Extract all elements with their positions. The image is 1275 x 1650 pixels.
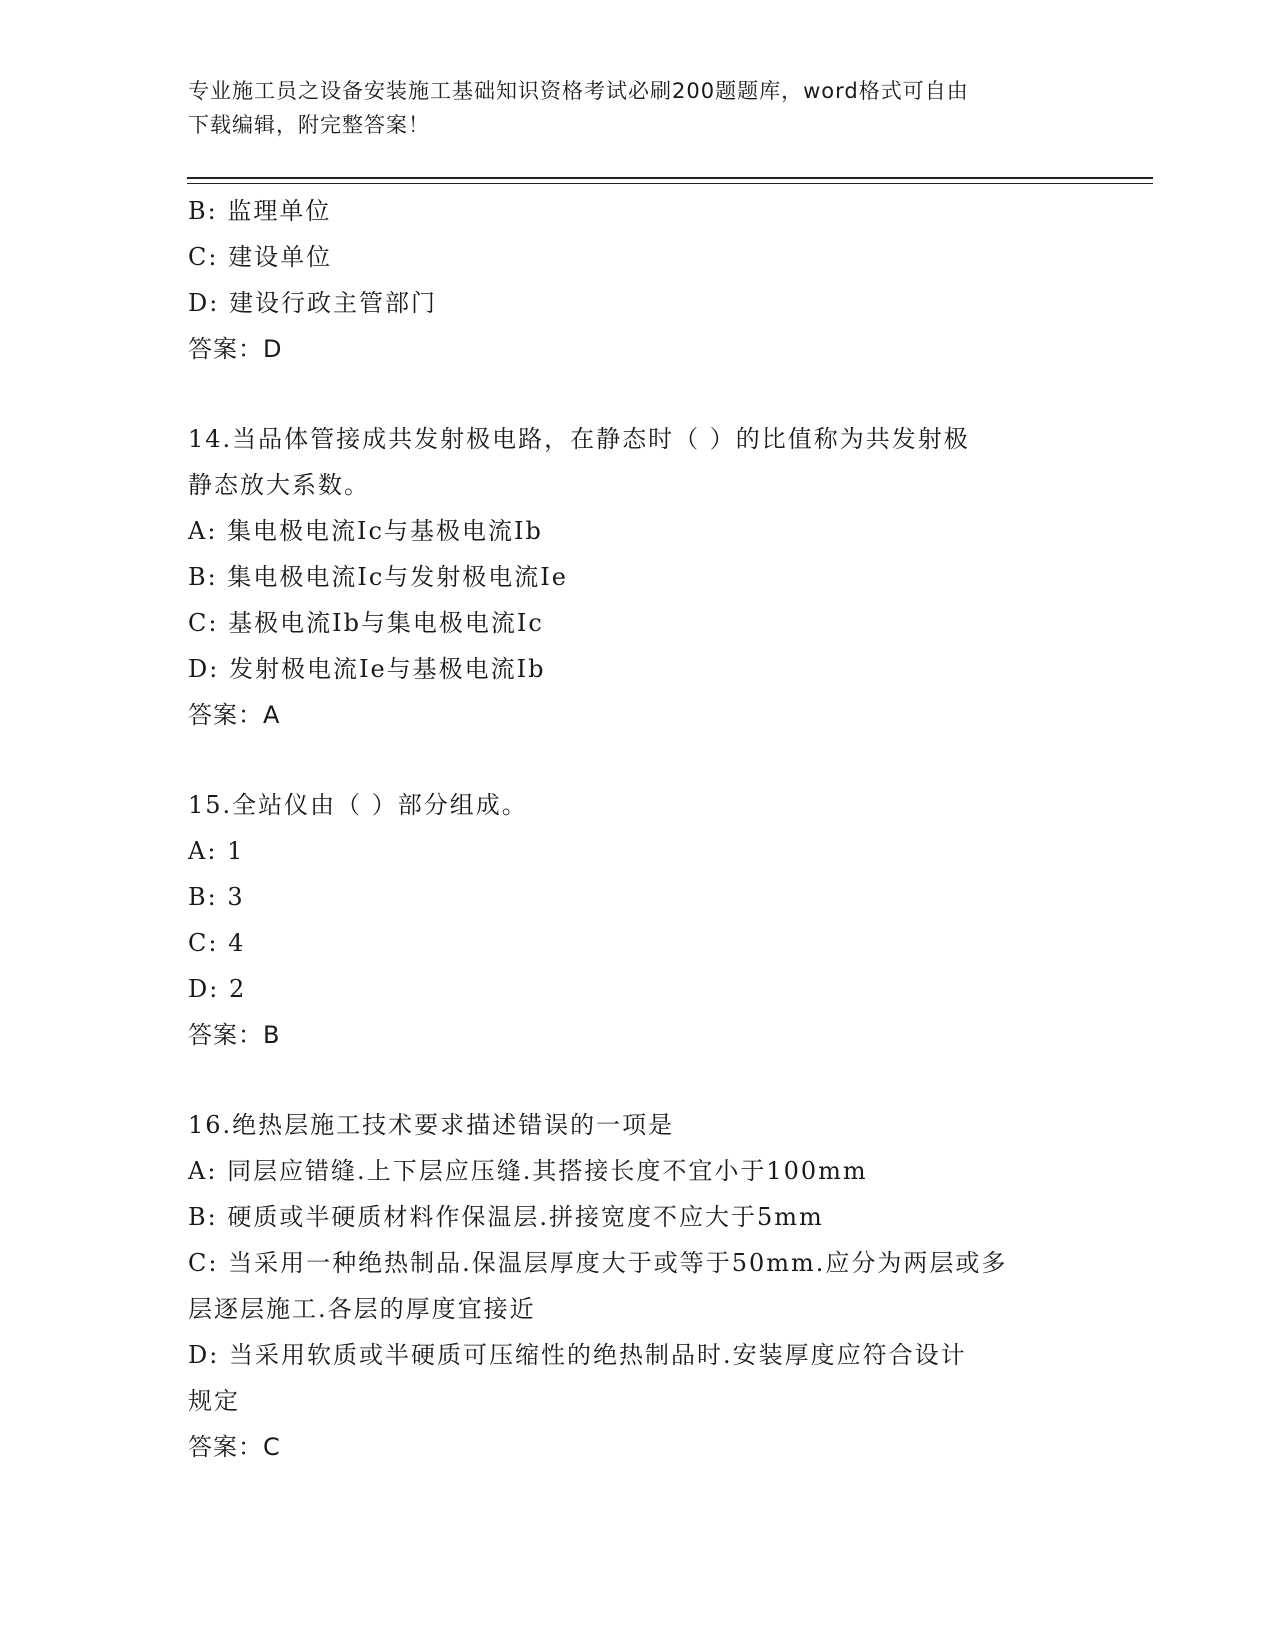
option-d: D: 建设行政主管部门 [188,289,437,317]
question-15-stem: 15.全站仪由（ ）部分组成。 [188,791,528,819]
option-d-continued: 规定 [188,1387,240,1415]
answer-14: 答案：A [188,701,281,729]
header-rule-thick [187,177,1153,179]
option-d: D: 当采用软质或半硬质可压缩性的绝热制品时.安装厚度应符合设计 [188,1341,967,1369]
answer-16: 答案：C [188,1433,281,1461]
header-rule-thin [187,183,1153,184]
option-c: C: 基极电流Ib与集电极电流Ic [188,609,544,637]
option-a: A: 同层应错缝.上下层应压缝.其搭接长度不宜小于100mm [188,1157,868,1185]
question-14 [188,416,1088,738]
question-list [188,188,1088,1470]
question-16-stem: 16.绝热层施工技术要求描述错误的一项是 [188,1111,675,1139]
option-c-continued: 层逐层施工.各层的厚度宜接近 [188,1295,536,1323]
option-b: B: 监理单位 [188,197,332,225]
answer-13: 答案：D [188,335,283,363]
header-line-2: 下载编辑，附完整答案！ [188,113,430,137]
question-13-tail [188,188,1088,372]
spacer [188,738,1088,782]
option-c: C: 4 [188,929,246,957]
header-line-1: 专业施工员之设备安装施工基础知识资格考试必刷200题题库，word格式可自由 [188,79,969,103]
answer-15: 答案：B [188,1021,281,1049]
question-14-stem-2: 静态放大系数。 [188,471,370,499]
option-c: C: 建设单位 [188,243,333,271]
document-header [188,74,1068,142]
option-b: B: 集电极电流Ic与发射极电流Ie [188,563,568,591]
question-15 [188,782,1088,1058]
spacer [188,372,1088,416]
option-c: C: 当采用一种绝热制品.保温层厚度大于或等于50mm.应分为两层或多 [188,1249,1008,1277]
option-b: B: 3 [188,883,245,911]
option-d: D: 2 [188,975,247,1003]
question-16 [188,1102,1088,1470]
option-b: B: 硬质或半硬质材料作保温层.拼接宽度不应大于5mm [188,1203,824,1231]
spacer [188,1058,1088,1102]
option-a: A: 1 [188,837,245,865]
option-d: D: 发射极电流Ie与基极电流Ib [188,655,546,683]
question-14-stem-1: 14.当品体管接成共发射极电路，在静态时（ ）的比值称为共发射极 [188,425,970,453]
option-a: A: 集电极电流Ic与基极电流Ib [188,517,543,545]
